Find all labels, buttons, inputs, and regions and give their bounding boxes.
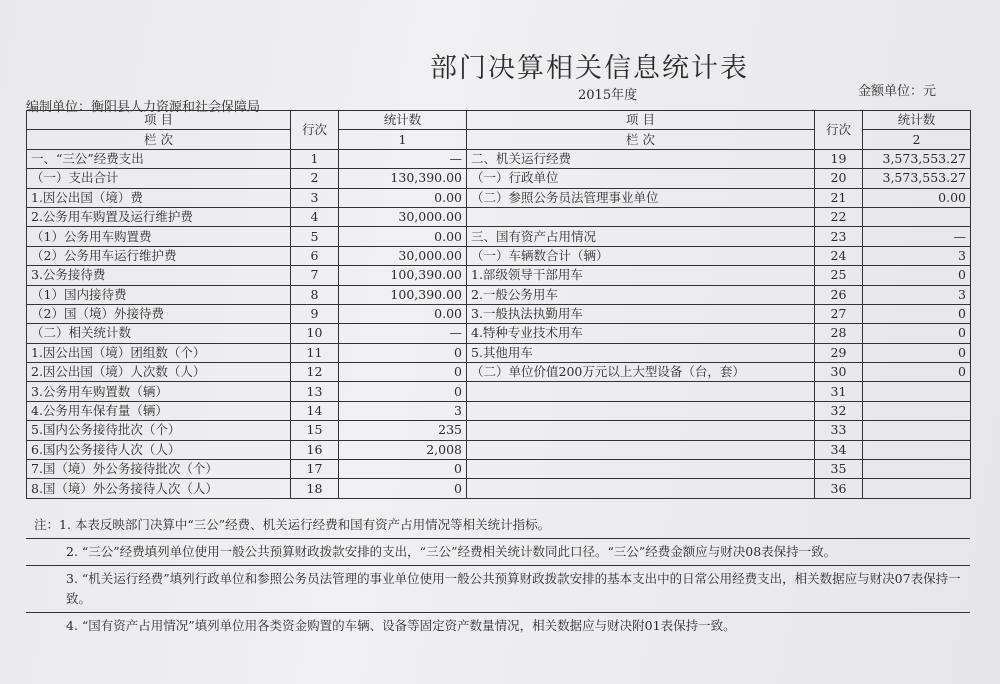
right-stat-value: 0 [863, 266, 971, 285]
note-3: 3. “机关运行经费”填列行政单位和参照公务员法管理的事业单位使用一般公共预算财政拨款安排的基本支出中的日常公用经费支出，相关数据应与财决07表保持一致。 [26, 566, 970, 613]
right-stat-value [863, 460, 971, 479]
right-item-label: 三、国有资产占用情况 [467, 227, 815, 246]
right-row-number: 23 [815, 227, 863, 246]
right-row-number: 19 [815, 149, 863, 168]
header-col-right: 栏 次 [467, 130, 815, 149]
right-stat-value: 0 [863, 324, 971, 343]
right-row-number: 35 [815, 460, 863, 479]
left-stat-value: 0 [339, 382, 467, 401]
right-stat-value: 3,573,553.27 [863, 149, 971, 168]
header-rowno-left: 行次 [291, 111, 339, 150]
currency-unit: 金额单位：元 [858, 84, 937, 99]
left-stat-value: 0 [339, 479, 467, 498]
note-1: 注：1. 本表反映部门决算中“三公”经费、机关运行经费和国有资产占用情况等相关统计指标。 [26, 512, 970, 539]
right-item-label: （二）参照公务员法管理事业单位 [467, 188, 815, 207]
right-item-label: 1.部级领导干部用车 [467, 266, 815, 285]
header-col-left: 栏 次 [27, 130, 291, 149]
right-item-label: 2.一般公务用车 [467, 285, 815, 304]
table-row [27, 285, 971, 304]
left-stat-value: 100,390.00 [339, 285, 467, 304]
right-stat-value: — [863, 227, 971, 246]
right-item-label: 二、机关运行经费 [467, 149, 815, 168]
table-row [27, 421, 971, 440]
right-row-number: 27 [815, 304, 863, 323]
left-item-label: 3.公务接待费 [27, 266, 291, 285]
header-colno-left: 1 [339, 130, 467, 149]
header-stat-left: 统计数 [339, 111, 467, 130]
right-item-label [467, 440, 815, 459]
fiscal-year: 2015年度 [578, 88, 638, 103]
table-row [27, 169, 971, 188]
left-item-label: （1）公务用车购置费 [27, 227, 291, 246]
right-row-number: 34 [815, 440, 863, 459]
left-row-number: 10 [291, 324, 339, 343]
header-stat-right: 统计数 [863, 111, 971, 130]
right-row-number: 30 [815, 363, 863, 382]
right-row-number: 22 [815, 207, 863, 226]
left-row-number: 15 [291, 421, 339, 440]
right-item-label [467, 460, 815, 479]
header-item-right: 项 目 [467, 111, 815, 130]
right-row-number: 20 [815, 169, 863, 188]
right-stat-value: 0 [863, 304, 971, 323]
left-row-number: 2 [291, 169, 339, 188]
left-item-label: 6.国内公务接待人次（人） [27, 440, 291, 459]
left-stat-value: — [339, 149, 467, 168]
left-stat-value: 30,000.00 [339, 246, 467, 265]
right-row-number: 33 [815, 421, 863, 440]
left-row-number: 17 [291, 460, 339, 479]
left-stat-value: 0 [339, 343, 467, 362]
left-item-label: 4.公务用车保有量（辆） [27, 401, 291, 420]
right-item-label: （一）行政单位 [467, 169, 815, 188]
left-row-number: 4 [291, 207, 339, 226]
right-stat-value [863, 479, 971, 498]
left-item-label: 8.国（境）外公务接待人次（人） [27, 479, 291, 498]
right-row-number: 29 [815, 343, 863, 362]
left-row-number: 1 [291, 149, 339, 168]
header-row [27, 111, 971, 130]
left-item-label: （二）相关统计数 [27, 324, 291, 343]
right-item-label [467, 401, 815, 420]
left-item-label: （一）支出合计 [27, 169, 291, 188]
left-item-label: 7.国（境）外公务接待批次（个） [27, 460, 291, 479]
right-item-label [467, 207, 815, 226]
left-stat-value: 130,390.00 [339, 169, 467, 188]
right-row-number: 25 [815, 266, 863, 285]
table-row [27, 207, 971, 226]
left-row-number: 8 [291, 285, 339, 304]
left-stat-value: 0.00 [339, 227, 467, 246]
table-row [27, 343, 971, 362]
left-row-number: 18 [291, 479, 339, 498]
right-row-number: 36 [815, 479, 863, 498]
left-item-label: 2.因公出国（境）人次数（人） [27, 363, 291, 382]
right-item-label: 3.一般执法执勤用车 [467, 304, 815, 323]
left-item-label: 3.公务用车购置数（辆） [27, 382, 291, 401]
left-row-number: 11 [291, 343, 339, 362]
right-stat-value [863, 207, 971, 226]
right-row-number: 24 [815, 246, 863, 265]
page-title: 部门决算相关信息统计表 [430, 53, 749, 84]
table-row [27, 363, 971, 382]
left-stat-value: 235 [339, 421, 467, 440]
left-row-number: 12 [291, 363, 339, 382]
left-row-number: 3 [291, 188, 339, 207]
notes-section [26, 512, 970, 639]
table-row [27, 440, 971, 459]
left-item-label: 1.因公出国（境）团组数（个） [27, 343, 291, 362]
table-row [27, 188, 971, 207]
header-rowno-right: 行次 [815, 111, 863, 150]
statistics-table [26, 110, 971, 499]
right-stat-value [863, 382, 971, 401]
right-item-label: （二）单位价值200万元以上大型设备（台，套） [467, 363, 815, 382]
left-stat-value: 3 [339, 401, 467, 420]
header-item-left: 项 目 [27, 111, 291, 130]
left-stat-value: 2,008 [339, 440, 467, 459]
right-row-number: 31 [815, 382, 863, 401]
right-stat-value: 3 [863, 246, 971, 265]
left-item-label: 2.公务用车购置及运行维护费 [27, 207, 291, 226]
right-row-number: 21 [815, 188, 863, 207]
right-item-label: 5.其他用车 [467, 343, 815, 362]
left-row-number: 14 [291, 401, 339, 420]
left-stat-value: 0 [339, 363, 467, 382]
left-row-number: 16 [291, 440, 339, 459]
left-item-label: 5.国内公务接待批次（个） [27, 421, 291, 440]
left-row-number: 13 [291, 382, 339, 401]
right-item-label [467, 421, 815, 440]
right-stat-value: 0 [863, 363, 971, 382]
note-2: 2. “三公”经费填列单位使用一般公共预算财政拨款安排的支出，“三公”经费相关统计数同此口径。“三公”经费金额应与财决08表保持一致。 [26, 539, 970, 566]
right-row-number: 28 [815, 324, 863, 343]
left-stat-value: 30,000.00 [339, 207, 467, 226]
left-row-number: 9 [291, 304, 339, 323]
right-item-label [467, 382, 815, 401]
left-stat-value: 100,390.00 [339, 266, 467, 285]
right-stat-value [863, 440, 971, 459]
left-item-label: 1.因公出国（境）费 [27, 188, 291, 207]
right-row-number: 26 [815, 285, 863, 304]
note-4: 4. “国有资产占用情况”填列单位用各类资金购置的车辆、设备等固定资产数量情况，相关数据应与财决附01表保持一致。 [66, 618, 736, 633]
table-row [27, 266, 971, 285]
left-row-number: 6 [291, 246, 339, 265]
table-row [27, 304, 971, 323]
table-row [27, 324, 971, 343]
right-stat-value [863, 421, 971, 440]
right-item-label [467, 479, 815, 498]
right-row-number: 32 [815, 401, 863, 420]
table-row [27, 460, 971, 479]
right-stat-value [863, 401, 971, 420]
left-item-label: 一、“三公”经费支出 [27, 149, 291, 168]
table-row [27, 227, 971, 246]
table-row [27, 401, 971, 420]
left-stat-value: 0.00 [339, 304, 467, 323]
table-row [27, 382, 971, 401]
right-item-label: 4.特种专业技术用车 [467, 324, 815, 343]
left-item-label: （2）国（境）外接待费 [27, 304, 291, 323]
table-row [27, 479, 971, 498]
right-stat-value: 3 [863, 285, 971, 304]
left-item-label: （1）国内接待费 [27, 285, 291, 304]
table-row [27, 149, 971, 168]
reporting-organization: 编制单位：衡阳县人力资源和社会保障局 [26, 100, 261, 115]
left-row-number: 5 [291, 227, 339, 246]
header-colno-right: 2 [863, 130, 971, 149]
left-stat-value: 0 [339, 460, 467, 479]
right-stat-value: 3,573,553.27 [863, 169, 971, 188]
left-row-number: 7 [291, 266, 339, 285]
right-item-label: （一）车辆数合计（辆） [467, 246, 815, 265]
table-row [27, 246, 971, 265]
right-stat-value: 0 [863, 343, 971, 362]
left-stat-value: — [339, 324, 467, 343]
left-stat-value: 0.00 [339, 188, 467, 207]
right-stat-value: 0.00 [863, 188, 971, 207]
left-item-label: （2）公务用车运行维护费 [27, 246, 291, 265]
